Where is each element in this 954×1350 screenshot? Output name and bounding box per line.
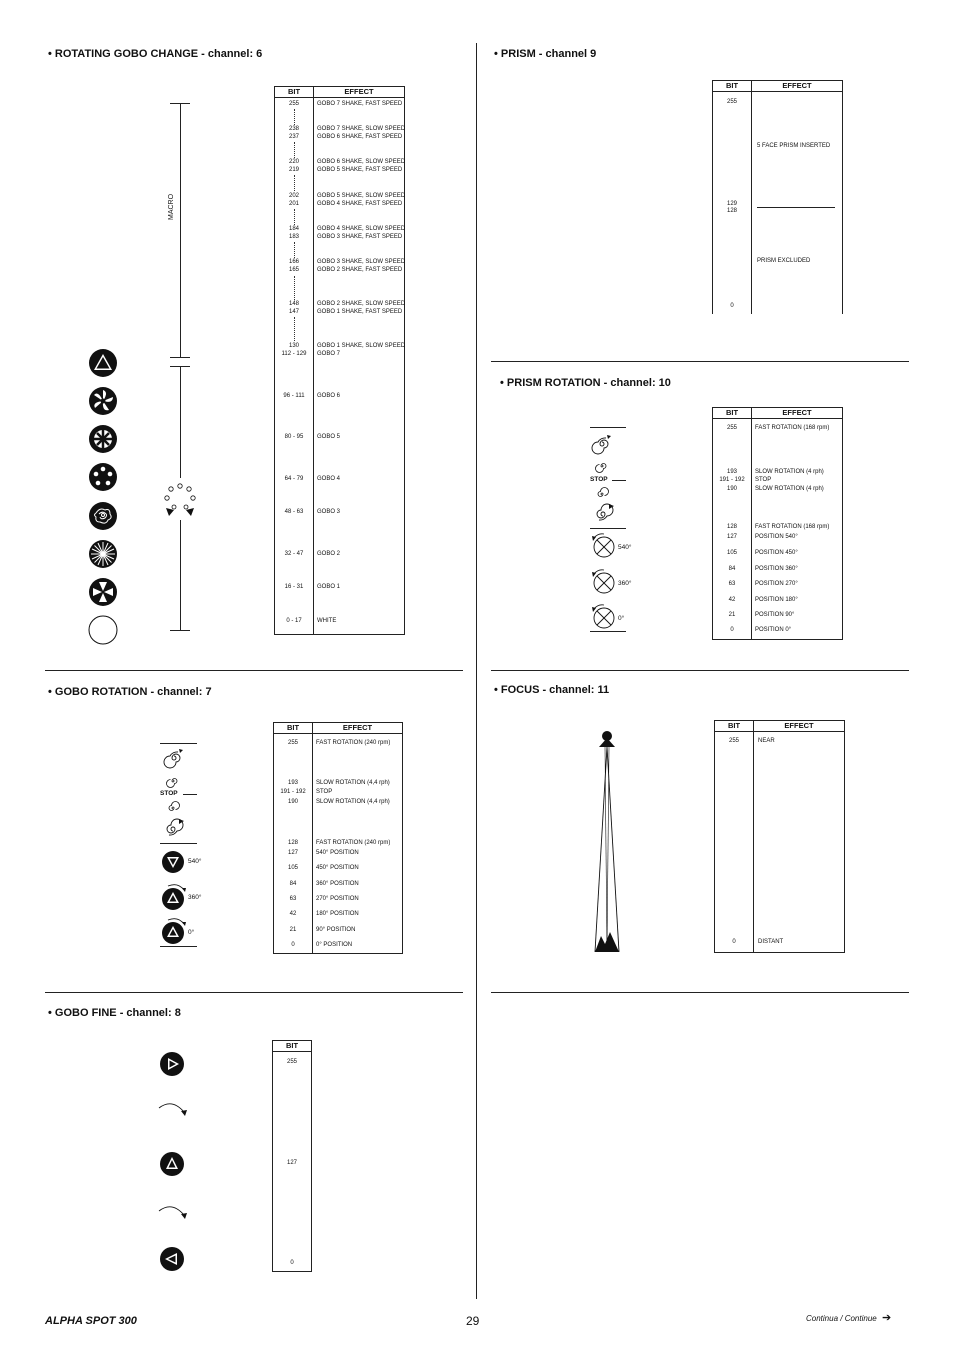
effect-cell: FAST ROTATION (168 rpm) [755,425,830,431]
bit-cell: 183 [288,234,299,240]
open-white-icon [88,615,118,645]
bit-cell: 255 [287,740,298,746]
triangle-right-icon [158,1050,186,1078]
bit-cell: 0 [730,627,734,633]
gobo-bracket-bottom [170,630,190,631]
prism-stop-line [612,480,626,481]
gobo-bracket-line-bottom [180,520,181,630]
effect-cell: GOBO 7 [317,351,341,357]
effect-cell: POSITION 450° [755,550,798,556]
spiral-ccw-icon [162,746,186,770]
effect-cell: WHITE [317,618,337,624]
effect-cell: GOBO 5 SHAKE, SLOW SPEED [317,193,406,199]
effect-cell: GOBO 1 [317,584,341,590]
effect-cell: FAST ROTATION (168 rpm) [755,524,830,530]
prism-rot-line-mid [590,528,626,529]
effect-cell: SLOW ROTATION (4 rph) [755,469,824,475]
fan-gobo-icon [88,386,118,416]
divider-right-1 [491,361,909,362]
bit-cell: 201 [288,201,299,207]
position-360-icon [160,882,188,912]
prism-position-540-icon [590,532,618,560]
effect-cell: GOBO 3 SHAKE, FAST SPEED [317,234,403,240]
effect-cell: GOBO 4 [317,476,341,482]
divider-left-2 [45,992,463,993]
bit-cell: 0 - 17 [286,618,302,624]
effect-cell: GOBO 4 SHAKE, FAST SPEED [317,201,403,207]
range-dots [294,276,295,300]
prism-bit-128: 128 [726,208,737,214]
effect-cell: SLOW ROTATION (4,4 rph) [316,780,390,786]
bit-header: BIT [287,87,301,96]
position-0-icon [160,916,188,946]
effect-cell: GOBO 5 SHAKE, FAST SPEED [317,167,403,173]
spiral-small-icon [595,459,609,473]
gobo-rotation-table [273,722,403,954]
macro-bracket-top [170,103,190,104]
bit-cell: 21 [289,927,297,933]
bit-cell: 255 [726,425,737,431]
bit-cell: 105 [726,550,737,556]
bit-cell: 127 [726,534,737,540]
bit-cell: 166 [288,259,299,265]
effect-cell: STOP [755,477,772,483]
effect-cell: GOBO 7 SHAKE, FAST SPEED [317,101,403,107]
bit-cell: 130 [288,343,299,349]
bit-cell: 63 [289,896,297,902]
bit-header: BIT [725,81,739,90]
effect-cell: GOBO 6 SHAKE, FAST SPEED [317,134,403,140]
prism-360-label: 360° [618,580,632,587]
gobo-change-table [274,86,405,635]
bit-cell: 84 [289,881,297,887]
effect-cell: POSITION 90° [755,612,795,618]
spokes-gobo-icon [88,424,118,454]
gobo-wheel-rotation-icon [160,480,200,520]
effect-cell: GOBO 6 [317,393,341,399]
center-divider [476,43,477,1299]
stop-line [183,794,197,795]
effect-header: EFFECT [782,408,812,417]
range-dots [294,242,295,258]
macro-bracket-line [180,103,181,358]
spiral-small-icon [166,774,180,788]
bit-cell: 219 [288,167,299,173]
effect-header: EFFECT [342,723,373,732]
divider-right-2 [491,670,909,671]
gobo-stop-label: STOP [160,790,178,797]
rotation-line-top [160,743,197,744]
bit-cell: 193 [726,469,737,475]
effect-cell: POSITION 0° [755,627,792,633]
gobo-0-label: 0° [188,929,195,936]
page-number: 29 [466,1314,480,1328]
fine-bit-0: 0 [290,1260,294,1266]
bit-header: BIT [286,723,300,732]
continue-note [806,1311,891,1324]
bit-cell: 112 - 129 [281,351,307,357]
bit-cell: 128 [726,524,737,530]
focus-bit-0: 0 [732,939,736,945]
effect-cell: GOBO 2 SHAKE, SLOW SPEED [317,301,406,307]
bit-cell: 84 [728,566,736,572]
effect-header: EFFECT [344,87,374,96]
bit-header: BIT [727,721,741,730]
effect-header: EFFECT [782,81,812,90]
bit-cell: 165 [288,267,299,273]
bit-cell: 32 - 47 [284,551,304,557]
spiral-small-cw-icon [595,487,609,501]
bit-cell: 63 [728,581,736,587]
effect-cell: SLOW ROTATION (4 rph) [755,486,824,492]
prism-effect-excluded: PRISM EXCLUDED [757,258,811,264]
gobo-fine-title: • GOBO FINE - channel: 8 [48,1007,181,1019]
effect-cell: 0° POSITION [316,942,353,948]
divider-left-1 [45,670,463,671]
effect-cell: GOBO 3 SHAKE, SLOW SPEED [317,259,406,265]
effect-cell: POSITION 360° [755,566,798,572]
bit-cell: 220 [288,159,299,165]
prism-effect-inserted: 5 FACE PRISM INSERTED [757,143,831,149]
effect-cell: GOBO 1 SHAKE, SLOW SPEED [317,343,406,349]
bit-cell: 191 - 192 [280,789,306,795]
macro-bracket-bottom [170,357,190,358]
effect-cell: FAST ROTATION (240 rpm) [316,840,391,846]
focus-beam-icon [592,730,622,956]
prism-bit-0: 0 [730,303,734,309]
prism-rotation-table [712,407,843,640]
prism-bit-129: 129 [726,201,737,207]
bit-cell: 80 - 95 [284,434,304,440]
position-540-icon [160,848,188,876]
effect-cell: SLOW ROTATION (4,4 rph) [316,799,390,805]
gobo-bracket-line-top [180,366,181,478]
rotate-arrow-icon [156,1203,190,1229]
effect-cell: GOBO 4 SHAKE, SLOW SPEED [317,226,406,232]
range-dots [294,142,295,158]
bit-header: BIT [725,408,739,417]
effect-cell: POSITION 180° [755,597,798,603]
rotate-arrow-icon [156,1100,190,1126]
triangle-gobo-icon [88,348,118,378]
spiral-cw-icon [590,501,616,527]
bit-cell: 0 [291,942,295,948]
focus-effect-near: NEAR [758,738,775,744]
bit-cell: 96 - 111 [283,393,305,399]
bit-cell: 148 [288,301,299,307]
bit-cell: 16 - 31 [284,584,304,590]
model-name: ALPHA SPOT 300 [45,1315,137,1327]
fine-bit-255: 255 [286,1059,297,1065]
effect-cell: POSITION 270° [755,581,798,587]
prism-split-line [757,207,835,208]
bit-cell: 190 [287,799,298,805]
focus-title: • FOCUS - channel: 11 [494,684,610,696]
bit-cell: 191 - 192 [719,477,745,483]
effect-cell: POSITION 540° [755,534,798,540]
effect-cell: 180° POSITION [316,911,359,917]
bit-cell: 202 [288,193,299,199]
effect-cell: GOBO 3 [317,509,341,515]
bit-cell: 184 [288,226,299,232]
spiral-cw-icon [160,816,186,842]
bit-cell: 147 [288,309,299,315]
dots-gobo-icon [88,462,118,492]
effect-cell: 90° POSITION [316,927,356,933]
spiral-small-cw-icon [166,801,180,815]
focus-bit-255: 255 [728,738,739,744]
prism-540-label: 540° [618,544,632,551]
effect-cell: GOBO 5 [317,434,341,440]
prism-position-360-icon [590,568,618,596]
effect-cell: FAST ROTATION (240 rpm) [316,740,391,746]
bit-cell: 193 [287,780,298,786]
bit-cell: 42 [728,597,736,603]
triangle-left-icon [158,1245,186,1273]
bit-cell: 238 [288,126,299,132]
bit-header: BIT [285,1041,299,1050]
effect-cell: GOBO 2 SHAKE, FAST SPEED [317,267,403,273]
rotation-line-mid [160,843,197,844]
prism-title: • PRISM - channel 9 [494,48,597,60]
prism-stop-label: STOP [590,476,608,483]
prism-table [712,80,843,314]
bit-cell: 105 [287,865,298,871]
triangle-up-icon [158,1150,186,1178]
prism-bit-255: 255 [726,99,737,105]
macro-label: MACRO [168,193,175,220]
divider-right-3 [491,992,909,993]
gobo-rotation-title: • GOBO ROTATION - channel: 7 [48,686,212,698]
arrow-right-icon: ➔ [881,1312,892,1324]
effect-cell: 540° POSITION [316,850,359,856]
effect-cell: 270° POSITION [316,896,359,902]
star-burst-gobo-icon [88,539,118,569]
range-dots [294,175,295,191]
arrows-gobo-icon [88,577,118,607]
bit-cell: 21 [728,612,736,618]
range-dots [294,109,295,125]
bit-cell: 255 [288,101,299,107]
gobo-change-title: • ROTATING GOBO CHANGE - channel: 6 [48,48,263,60]
gobo-360-label: 360° [188,894,202,901]
prism-rot-line-top [590,427,626,428]
effect-cell: GOBO 2 [317,551,341,557]
bit-cell: 64 - 79 [284,476,304,482]
texture-gobo-icon [88,501,118,531]
bit-cell: 48 - 63 [284,509,304,515]
prism-rotation-title: • PRISM ROTATION - channel: 10 [500,377,671,389]
fine-bit-127: 127 [286,1160,297,1166]
gobo-fine-table [272,1040,312,1272]
bit-cell: 190 [726,486,737,492]
spiral-ccw-icon [590,432,614,456]
effect-cell: GOBO 1 SHAKE, FAST SPEED [317,309,403,315]
prism-rot-line-bottom [590,631,626,632]
bit-cell: 42 [289,911,297,917]
prism-position-0-icon [590,603,618,631]
effect-cell: GOBO 6 SHAKE, SLOW SPEED [317,159,406,165]
rotation-line-bottom [160,946,197,947]
range-dots [294,317,295,341]
effect-cell: 360° POSITION [316,881,359,887]
effect-cell: GOBO 7 SHAKE, SLOW SPEED [317,126,406,132]
bit-cell: 128 [287,840,298,846]
focus-effect-distant: DISTANT [758,939,784,945]
bit-cell: 127 [287,850,298,856]
bit-cell: 237 [288,134,299,140]
gobo-540-label: 540° [188,858,202,865]
effect-header: EFFECT [784,721,814,730]
prism-0-label: 0° [618,615,625,622]
continue-text: Continua / Continue [806,1314,877,1323]
focus-table [714,720,845,953]
effect-cell: 450° POSITION [316,865,359,871]
effect-cell: STOP [316,789,333,795]
range-dots [294,209,295,225]
